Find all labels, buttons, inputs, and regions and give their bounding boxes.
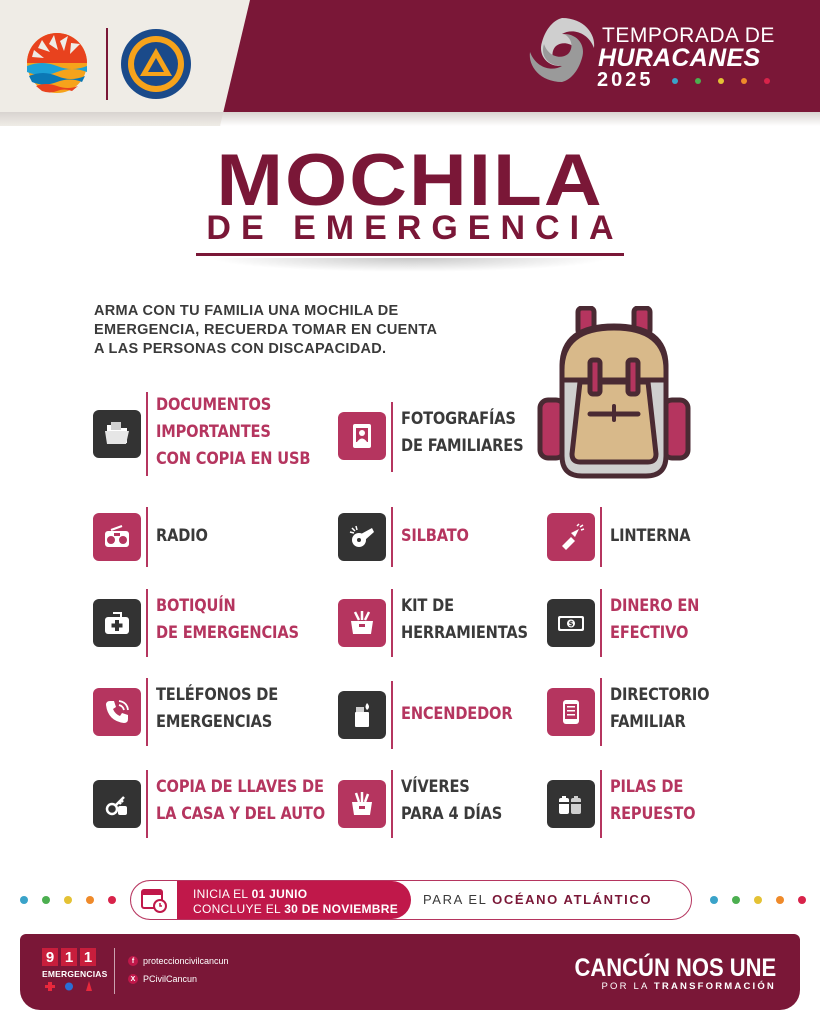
intro-line: EMERGENCIA, RECUERDA TOMAR EN CUENTA <box>94 321 438 338</box>
item-divider <box>146 507 148 567</box>
toolbox-icon <box>338 599 386 647</box>
banner-shadow <box>0 112 820 126</box>
item-divider <box>391 589 393 657</box>
keys-icon <box>93 780 141 828</box>
item-label: DOCUMENTOS IMPORTANTES CON COPIA EN USB <box>156 395 311 470</box>
item-label: ENCENDEDOR <box>401 704 513 724</box>
item-divider <box>391 770 393 838</box>
calendar-clock-icon <box>131 881 177 919</box>
item-label: COPIA DE LLAVES DE LA CASA Y DEL AUTO <box>156 777 325 825</box>
hurricane-emblem-icon <box>522 10 602 90</box>
item-divider <box>600 770 602 838</box>
digit: 1 <box>61 948 77 966</box>
item-divider <box>391 402 393 472</box>
page-subtitle: DE EMERGENCIA <box>206 209 624 247</box>
item-label: LINTERNA <box>610 526 691 546</box>
item-label: RADIO <box>156 526 208 546</box>
first-aid-kit-icon <box>93 599 141 647</box>
facebook-icon: f <box>128 956 138 966</box>
flashlight-icon <box>547 513 595 561</box>
proteccion-civil-seal <box>120 28 192 100</box>
item-divider <box>146 678 148 746</box>
item-label: SILBATO <box>401 526 469 546</box>
digit: 9 <box>42 948 58 966</box>
folder-documents-icon <box>93 410 141 458</box>
item-label: PILAS DE REPUESTO <box>610 777 696 825</box>
x-link[interactable]: X PCivilCancun <box>128 974 197 984</box>
emergencias-label: EMERGENCIAS <box>42 969 108 979</box>
groceries-bag-icon <box>338 780 386 828</box>
footer-slogan: CANCÚN NOS UNE <box>574 954 776 982</box>
lighter-icon <box>338 691 386 739</box>
intro-line: ARMA CON TU FAMILIA UNA MOCHILA DE <box>94 303 399 319</box>
dot-orange <box>86 896 94 904</box>
item-label: KIT DE HERRAMIENTAS <box>401 596 528 644</box>
season-ocean: PARA EL OCÉANO ATLÁNTICO <box>423 892 653 907</box>
dot-orange <box>776 896 784 904</box>
season-end: CONCLUYE EL 30 DE NOVIEMBRE <box>193 902 399 916</box>
phone-call-icon <box>93 688 141 736</box>
dot-yellow <box>754 896 762 904</box>
footer-subslogan: POR LA TRANSFORMACIÓN <box>601 981 776 992</box>
item-label: FOTOGRAFÍAS DE FAMILIARES <box>401 409 524 457</box>
batteries-icon <box>547 780 595 828</box>
digit: 1 <box>80 948 96 966</box>
intro-text <box>94 302 494 359</box>
item-divider <box>146 770 148 838</box>
item-label: VÍVERES PARA 4 DÍAS <box>401 777 503 825</box>
item-divider <box>600 507 602 567</box>
cash-icon <box>547 599 595 647</box>
facebook-link[interactable]: f proteccioncivilcancun <box>128 956 229 966</box>
item-divider <box>146 589 148 657</box>
dot-orange <box>741 78 747 84</box>
season-start: INICIA EL 01 JUNIO <box>193 887 308 901</box>
season-dates-block <box>131 881 411 919</box>
item-label: BOTIQUÍN DE EMERGENCIAS <box>156 596 299 644</box>
phone-directory-icon <box>547 688 595 736</box>
dot-green <box>695 78 701 84</box>
item-divider <box>391 507 393 567</box>
backpack-icon <box>532 306 696 480</box>
item-label: DIRECTORIO FAMILIAR <box>610 685 710 733</box>
footer-bar <box>20 934 800 1010</box>
title-underline <box>196 253 624 256</box>
dot-blue <box>672 78 678 84</box>
dot-red <box>108 896 116 904</box>
dot-green <box>42 896 50 904</box>
item-label: DINERO EN EFECTIVO <box>610 596 700 644</box>
item-divider <box>391 681 393 749</box>
dot-green <box>732 896 740 904</box>
photo-portrait-icon <box>338 412 386 460</box>
left-color-dots <box>20 896 116 904</box>
intro-line: A LAS PERSONAS CON DISCAPACIDAD. <box>94 340 387 357</box>
dot-red <box>798 896 806 904</box>
page-title: MOCHILA <box>216 138 604 221</box>
cancun-city-logo <box>24 30 90 96</box>
emergency-911-logo <box>42 948 96 966</box>
emergency-services-icons <box>44 980 94 992</box>
season-title-line1: TEMPORADA DE <box>602 24 775 47</box>
season-year: 2025 <box>597 69 654 91</box>
logo-divider <box>106 28 108 100</box>
season-dates-pill <box>130 880 692 920</box>
item-label: TELÉFONOS DE EMERGENCIAS <box>156 685 279 733</box>
item-divider <box>600 678 602 746</box>
right-color-dots <box>710 896 806 904</box>
title-shadow <box>210 258 610 272</box>
radio-icon <box>93 513 141 561</box>
dot-blue <box>20 896 28 904</box>
dot-red <box>764 78 770 84</box>
whistle-icon <box>338 513 386 561</box>
dot-yellow <box>64 896 72 904</box>
season-title-line2: HURACANES <box>598 44 761 72</box>
item-divider <box>600 589 602 657</box>
item-divider <box>146 392 148 476</box>
dot-blue <box>710 896 718 904</box>
x-icon: X <box>128 974 138 984</box>
logo-panel <box>0 0 250 126</box>
footer-divider <box>114 948 115 994</box>
dot-yellow <box>718 78 724 84</box>
header-color-dots <box>672 78 770 84</box>
svg-text:$: $ <box>568 620 574 628</box>
